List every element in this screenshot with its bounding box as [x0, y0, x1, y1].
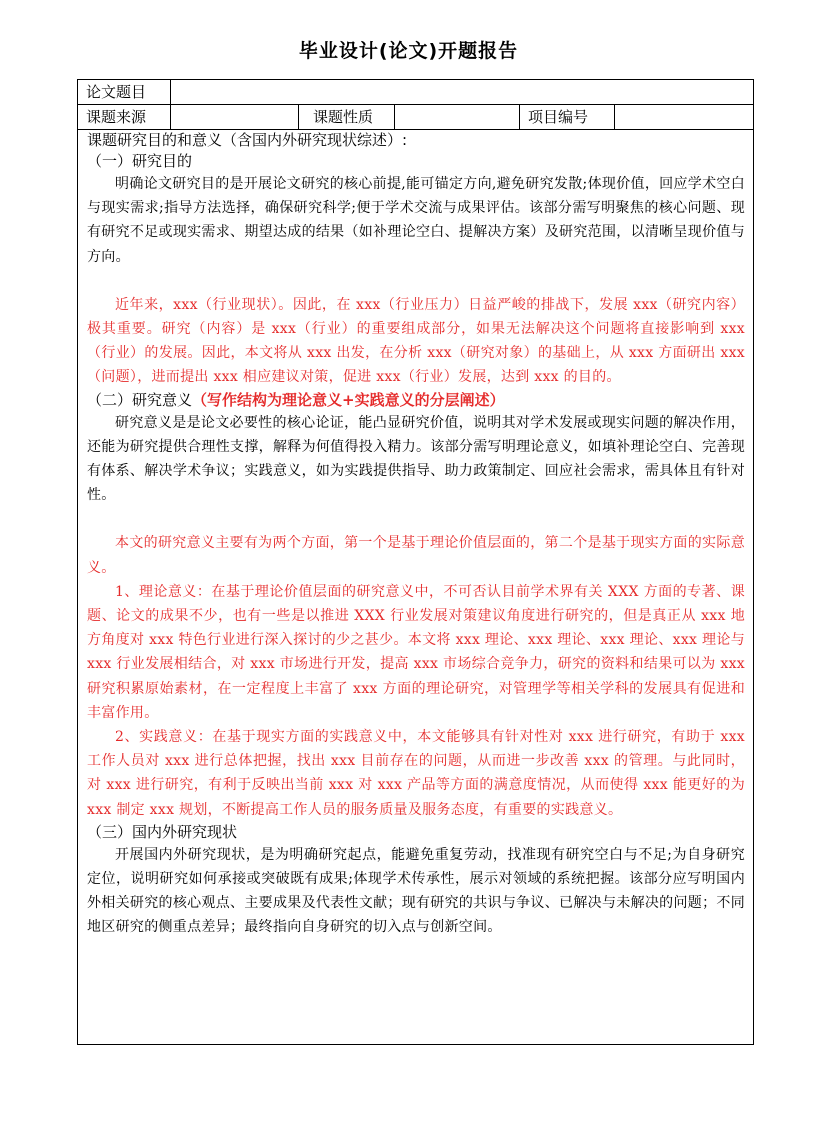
- purpose-guide-text: 明确论文研究目的是开展论文研究的核心前提,能可锚定方向,避免研究发散;体现价值，回应学术空白与现实需求;指导方法选择，确保研究科学;便于学术交流与成果评估。该部分需写明聚焦的核心问题、现有研究不足或现实需求、期望达成的结果（如补理论空白、提解决方案）及研究范围，以清晰呈现价值与方向。: [87, 176, 745, 265]
- source-label: 课题来源: [86, 108, 147, 126]
- thesis-title-label: 论文题目: [86, 83, 147, 101]
- practice-significance-text: 2、实践意义：在基于现实方面的实践意义中，本文能够具有针对性对 xxx 进行研究，有助于 xxx 工作人员对 xxx 进行总体把握，找出 xxx 目前存在的问题，从而进一步改善 xxx 的管理。与此同时，对 xxx 进行研究，有利于反映出当前 xxx 对 xxx 产品等方面的满意度情况，从而使得 xxx 能更好的为 xxx 制定 xxx 规划，不断提高工作人员的服务质量及服务态度，有重要的实践意义。: [87, 729, 745, 818]
- status-guide-text: 开展国内外研究现状，是为明确研究起点，能避免重复劳动，找准现有研究空白与不足;为自身研究定位，说明研究如何承接或突破既有成果;体现学术传承性，展示对领域的系统把握。该部分应写明国内外相关研究的核心观点、主要成果及代表性文献；现有研究的共识与争议、已解决与未解决的问题；不同地区研究的侧重点差异；最终指向自身研究的切入点与创新空间。: [87, 846, 745, 936]
- significance-intro-text: 本文的研究意义主要有为两个方面，第一个是基于理论价值层面的，第二个是基于现实方面的实际意义。: [87, 535, 745, 576]
- section-title: 课题研究目的和意义（含国内外研究现状综述）:: [87, 131, 408, 149]
- nature-field[interactable]: [395, 105, 519, 129]
- significance-heading-line: [87, 390, 745, 411]
- theory-significance-text: 1、理论意义：在基于理论价值层面的研究意义中，不可否认目前学术界有关 XXX 方面的专著、课题、论文的成果不少，也有一些是以推进 XXX 行业发展对策建议角度进行研究的，但是真正从 xxx 地方角度对 xxx 特色行业进行深入探讨的少之甚少。本文将 xxx 理论、xxx 理论、xxx 理论、xxx 理论与 xxx 行业发展相结合，对 xxx 市场进行开发，提高 xxx 市场综合竞争力，研究的资料和结果可以为 xxx 研究积累原始素材，在一定程度上丰富了 xxx 方面的理论研究，对管理学等相关学科的发展具有促进和丰富作用。: [87, 583, 745, 721]
- significance-heading-note: （写作结构为理论意义+实践意义的分层阐述）: [192, 390, 505, 409]
- source-field[interactable]: [171, 105, 298, 129]
- thesis-title-field[interactable]: [171, 80, 753, 104]
- significance-heading: （二）研究意义: [87, 390, 193, 409]
- thesis-title-row: [78, 80, 753, 105]
- status-heading: （三）国内外研究现状: [87, 822, 238, 841]
- report-form: [77, 79, 754, 1045]
- purpose-example-text: 近年来，xxx（行业现状）。因此，在 xxx（行业压力）日益严峻的排战下，发展 xxx（研究内容）极其重要。研究（内容）是 xxx（行业）的重要组成部分，如果无法解决这个问题将直接影响到 xxx（行业）的发展。因此，本文将从 xxx 出发，在分析 xxx（研究对象）的基础上，从 xxx 方面研出 xxx（问题），进而提出 xxx 相应建议对策，促进 xxx（行业）发展，达到 xxx 的目的。: [87, 296, 745, 386]
- project-no-field[interactable]: [615, 105, 753, 129]
- purpose-heading: （一）研究目的: [87, 152, 193, 170]
- project-info-row: [78, 105, 753, 130]
- significance-guide-text: 研究意义是是论文必要性的核心论证，能凸显研究价值，说明其对学术发展或现实问题的解决作用，还能为研究提供合理性支撑，解释为何值得投入精力。该部分需写明理论意义，如填补理论空白、完善现有体系、解决学术争议；实践意义，如为实践提供指导、助力政策制定、回应社会需求，需具体且有针对性。: [87, 414, 745, 504]
- nature-label: 课题性质: [313, 108, 374, 126]
- spacer: [87, 507, 745, 531]
- spacer: [87, 269, 745, 293]
- page-title: 毕业设计(论文)开题报告: [298, 40, 519, 62]
- purpose-significance-section: [78, 130, 753, 940]
- project-no-label: 项目编号: [528, 108, 589, 126]
